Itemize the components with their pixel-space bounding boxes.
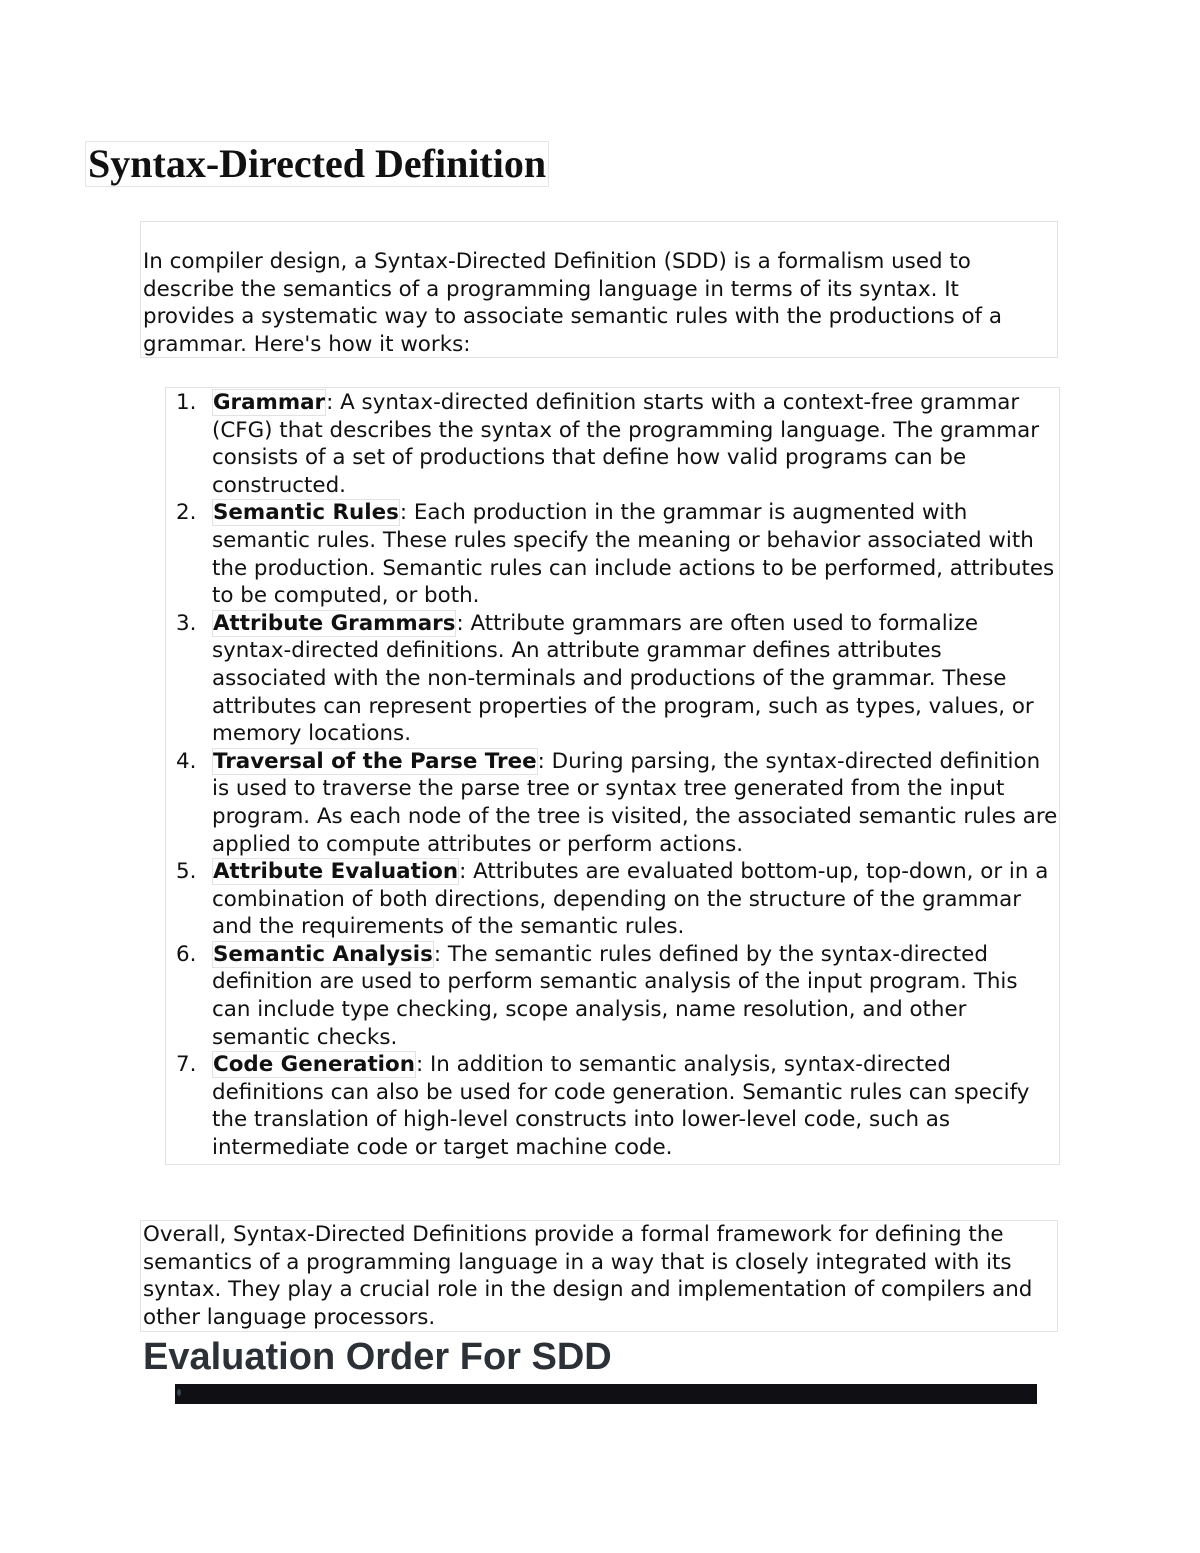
- item-text: : Attributes are evaluated bottom-up, top-down, or in a combination of both directions, depending on the structure of the grammar and the requirements of the semantic rules.: [212, 859, 1049, 940]
- code-block-bar: [175, 1384, 1037, 1404]
- list-item: [176, 610, 1059, 748]
- bullet-dot-icon: [177, 1389, 181, 1396]
- list-item: [176, 1051, 1059, 1161]
- conclusion-paragraph: Overall, Syntax-Directed Definitions provide a formal framework for defining the semantics of a programming language in a way that is closely integrated with its syntax. They play a crucial role in the design and implementation of compilers and other language processors.: [140, 1220, 1058, 1332]
- list-item: [176, 389, 1059, 499]
- list-item: [176, 499, 1059, 609]
- item-number: 7.: [176, 1052, 197, 1078]
- item-term: Attribute Grammars: [213, 610, 456, 636]
- item-term: Code Generation: [213, 1052, 415, 1078]
- intro-paragraph: In compiler design, a Syntax-Directed Definition (SDD) is a formalism used to describe the semantics of a programming language in terms of its syntax. It provides a systematic way to associate semantic rules with the productions of a grammar. Here's how it works:: [140, 221, 1058, 358]
- page-title: Syntax-Directed Definition: [85, 141, 549, 187]
- item-term: Semantic Analysis: [213, 941, 433, 967]
- item-text: : Each production in the grammar is augmented with semantic rules. These rules specify the meaning or behavior associated with the production. Semantic rules can include actions to be performed, attributes to be computed, or both.: [212, 500, 1055, 609]
- item-number: 4.: [176, 748, 197, 774]
- steps-list: [165, 387, 1060, 1165]
- list-item: [176, 748, 1059, 858]
- list-item: [176, 941, 1059, 1051]
- item-number: 6.: [176, 941, 197, 967]
- item-text: : A syntax-directed definition starts with a context-free grammar (CFG) that describes the syntax of the programming language. The grammar consists of a set of productions that define how valid programs can be constructed.: [212, 390, 1039, 498]
- item-number: 3.: [176, 610, 197, 636]
- item-number: 5.: [176, 859, 197, 885]
- item-text: : Attribute grammars are often used to formalize syntax-directed definitions. An attribute grammar defines attributes associated with the non-terminals and productions of the grammar. These attributes can represent properties of the program, such as types, values, or memory locations.: [212, 610, 1034, 747]
- list-item: [176, 858, 1059, 941]
- item-term: Attribute Evaluation: [213, 859, 459, 885]
- item-text: : The semantic rules defined by the syntax-directed definition are used to perform semantic analysis of the input program. This can include type checking, scope analysis, name resolution, and other semantic checks.: [212, 941, 1018, 1050]
- item-term: Semantic Rules: [213, 500, 399, 526]
- item-number: 1.: [176, 390, 197, 415]
- item-text: : During parsing, the syntax-directed definition is used to traverse the parse tree or syntax tree generated from the input program. As each node of the tree is visited, the associated semantic rules are applied to compute attributes or perform actions.: [212, 748, 1058, 857]
- item-term: Traversal of the Parse Tree: [213, 748, 537, 774]
- item-text: : In addition to semantic analysis, syntax-directed definitions can also be used for code generation. Semantic rules can specify the translation of high-level constructs into lower-level code, such as intermediate code or target machine code.: [212, 1052, 1030, 1161]
- section-heading: Evaluation Order For SDD: [143, 1336, 612, 1378]
- item-number: 2.: [176, 500, 197, 526]
- item-term: Grammar: [213, 390, 326, 415]
